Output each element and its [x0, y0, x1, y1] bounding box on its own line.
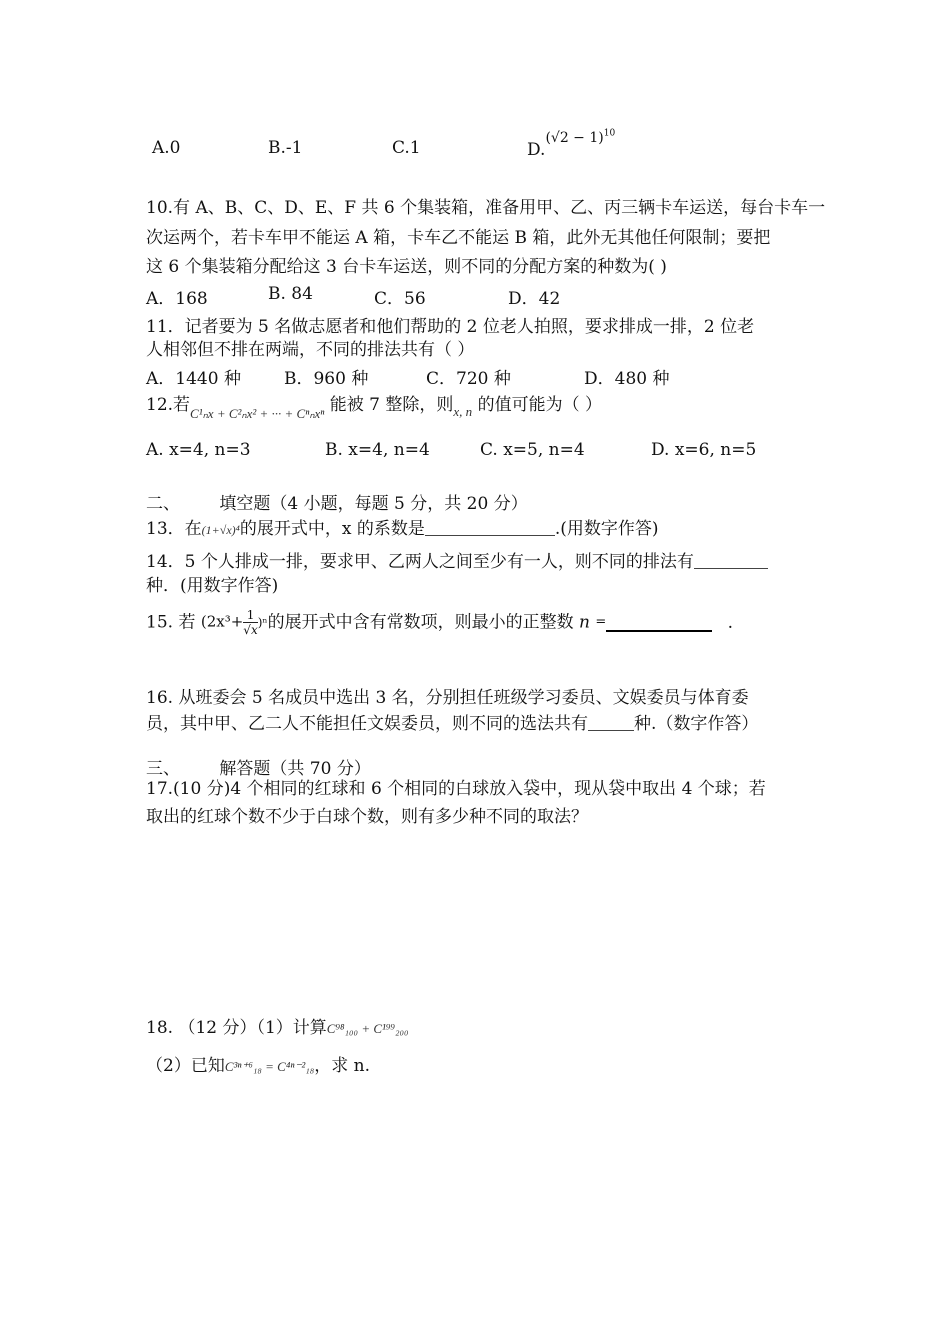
q12-mid: 能被 7 整除，则 — [329, 395, 454, 415]
q11-option-c: C．720 种 — [426, 369, 511, 389]
q9-option-d — [527, 127, 616, 160]
q9-option-b: B.-1 — [268, 138, 303, 158]
q18-part-2 — [146, 1051, 370, 1076]
q15-prefix: 15. 若 — [146, 612, 196, 633]
q16-line-1: 16. 从班委会 5 名成员中选出 3 名，分别担任班级学习委员、文娱委员与体育委 — [146, 688, 749, 708]
section-2-heading — [146, 489, 528, 514]
q9-option-a: A.0 — [152, 138, 181, 158]
q18-part-2-prefix: （2）已知 — [146, 1056, 225, 1076]
q10-option-c: C．56 — [374, 289, 426, 309]
q10-option-d: D．42 — [508, 289, 561, 309]
q15-frac-den: √x — [243, 623, 258, 637]
q14-line-1 — [146, 547, 768, 572]
q17-line-2: 取出的红球个数不少于白球个数，则有多少种不同的取法？ — [146, 807, 588, 827]
q16-line-2 — [146, 709, 758, 734]
q12-stem — [146, 390, 602, 421]
section-2-number: 二、 — [146, 494, 180, 514]
q15-end: . — [727, 612, 734, 633]
section-3-heading — [146, 754, 371, 779]
q12-option-a: A. x=4, n=3 — [146, 440, 251, 460]
q15-expression — [201, 608, 268, 637]
q12-prefix: 12.若 — [146, 395, 191, 415]
q15-answer-blank[interactable] — [606, 614, 712, 632]
q9-option-d-label: D. — [527, 140, 546, 160]
q13-suffix: .(用数字作答) — [554, 519, 659, 539]
q16-answer-blank[interactable] — [588, 714, 634, 731]
q13-prefix: 13．在 — [146, 519, 202, 539]
section-3-number: 三、 — [146, 759, 180, 779]
q9-option-d-exp: 10 — [603, 128, 616, 139]
q16-text: 员，其中甲、乙二人不能担任文娱委员，则不同的选法共有 — [146, 714, 588, 734]
section-2-title: 填空题（4 小题，每题 5 分，共 20 分） — [219, 494, 528, 514]
q17-line-1: 17.(10 分)4 个相同的红球和 6 个相同的白球放入袋中，现从袋中取出 4 个球；若 — [146, 779, 766, 799]
q14-text: 14．5 个人排成一排，要求甲、乙两人之间至少有一人，则不同的排法有 — [146, 552, 694, 572]
q10-line-1: 10.有 A、B、C、D、E、F 共 6 个集装箱，准备用甲、乙、丙三辆卡车运送，每台卡车一 — [146, 198, 826, 218]
q11-option-d: D．480 种 — [584, 369, 670, 389]
q10-option-a: A．168 — [146, 289, 208, 309]
q18-part-2-expr: C³ⁿ⁺⁶₁₈ = C⁴ⁿ⁻²₁₈ — [224, 1059, 315, 1074]
q18-part-1-expr: C⁹⁸₁₀₀ + C¹⁹⁹₂₀₀ — [326, 1021, 409, 1036]
q18-part-1-prefix: 18. （12 分）（1）计算 — [146, 1018, 327, 1038]
q12-suffix: 的值可能为（ ） — [477, 395, 602, 415]
q15-expr-b: )ⁿ — [257, 615, 268, 630]
q11-line-2: 人相邻但不排在两端，不同的排法共有（ ） — [146, 340, 475, 360]
q14-line-2: 种．(用数字作答) — [146, 576, 279, 596]
q15 — [146, 608, 733, 637]
q12-option-c: C. x=5, n=4 — [480, 440, 585, 460]
q15-var: n — [579, 612, 590, 633]
q10-line-3: 这 6 个集装箱分配给这 3 台卡车运送，则不同的分配方案的种数为( ) — [146, 257, 667, 277]
q18-part-2-suffix: ，求 n. — [314, 1056, 371, 1076]
q18-part-1 — [146, 1013, 409, 1038]
q11-line-1: 11．记者要为 5 名做志愿者和他们帮助的 2 位老人拍照，要求排成一排，2 位老 — [146, 317, 755, 337]
q13-text: 的展开式中，x 的系数是 — [239, 519, 425, 539]
q15-frac-num: 1 — [243, 608, 257, 623]
q16-suffix: 种.（数字作答） — [634, 714, 759, 734]
q12-vars: x, n — [453, 404, 473, 419]
q12-option-b: B. x=4, n=4 — [325, 440, 430, 460]
q14-answer-blank[interactable] — [694, 552, 768, 569]
q13 — [146, 514, 659, 539]
q15-expr-a: (2x³+ — [200, 612, 244, 631]
q10-line-2: 次运两个，若卡车甲不能运 A 箱，卡车乙不能运 B 箱，此外无其他任何限制；要把 — [146, 228, 771, 248]
q11-option-b: B．960 种 — [284, 369, 369, 389]
section-3-title: 解答题（共 70 分） — [219, 759, 371, 779]
q12-option-d: D. x=6, n=5 — [651, 440, 757, 460]
q11-option-a: A．1440 种 — [146, 369, 241, 389]
q12-expression: C¹ₙx + C²ₙx² + ··· + Cⁿₙxⁿ — [190, 406, 325, 421]
q15-mid: 的展开式中含有常数项，则最小的正整数 — [267, 612, 574, 633]
q13-expression: (1+√x)⁴ — [201, 523, 240, 537]
q10-option-b: B. 84 — [268, 284, 313, 304]
q15-eq: = — [595, 614, 607, 630]
q9-option-d-expr: (√2 − 1) — [545, 130, 604, 146]
q15-fraction — [243, 608, 257, 637]
q9-option-c: C.1 — [392, 138, 421, 158]
q13-answer-blank[interactable] — [425, 519, 555, 536]
